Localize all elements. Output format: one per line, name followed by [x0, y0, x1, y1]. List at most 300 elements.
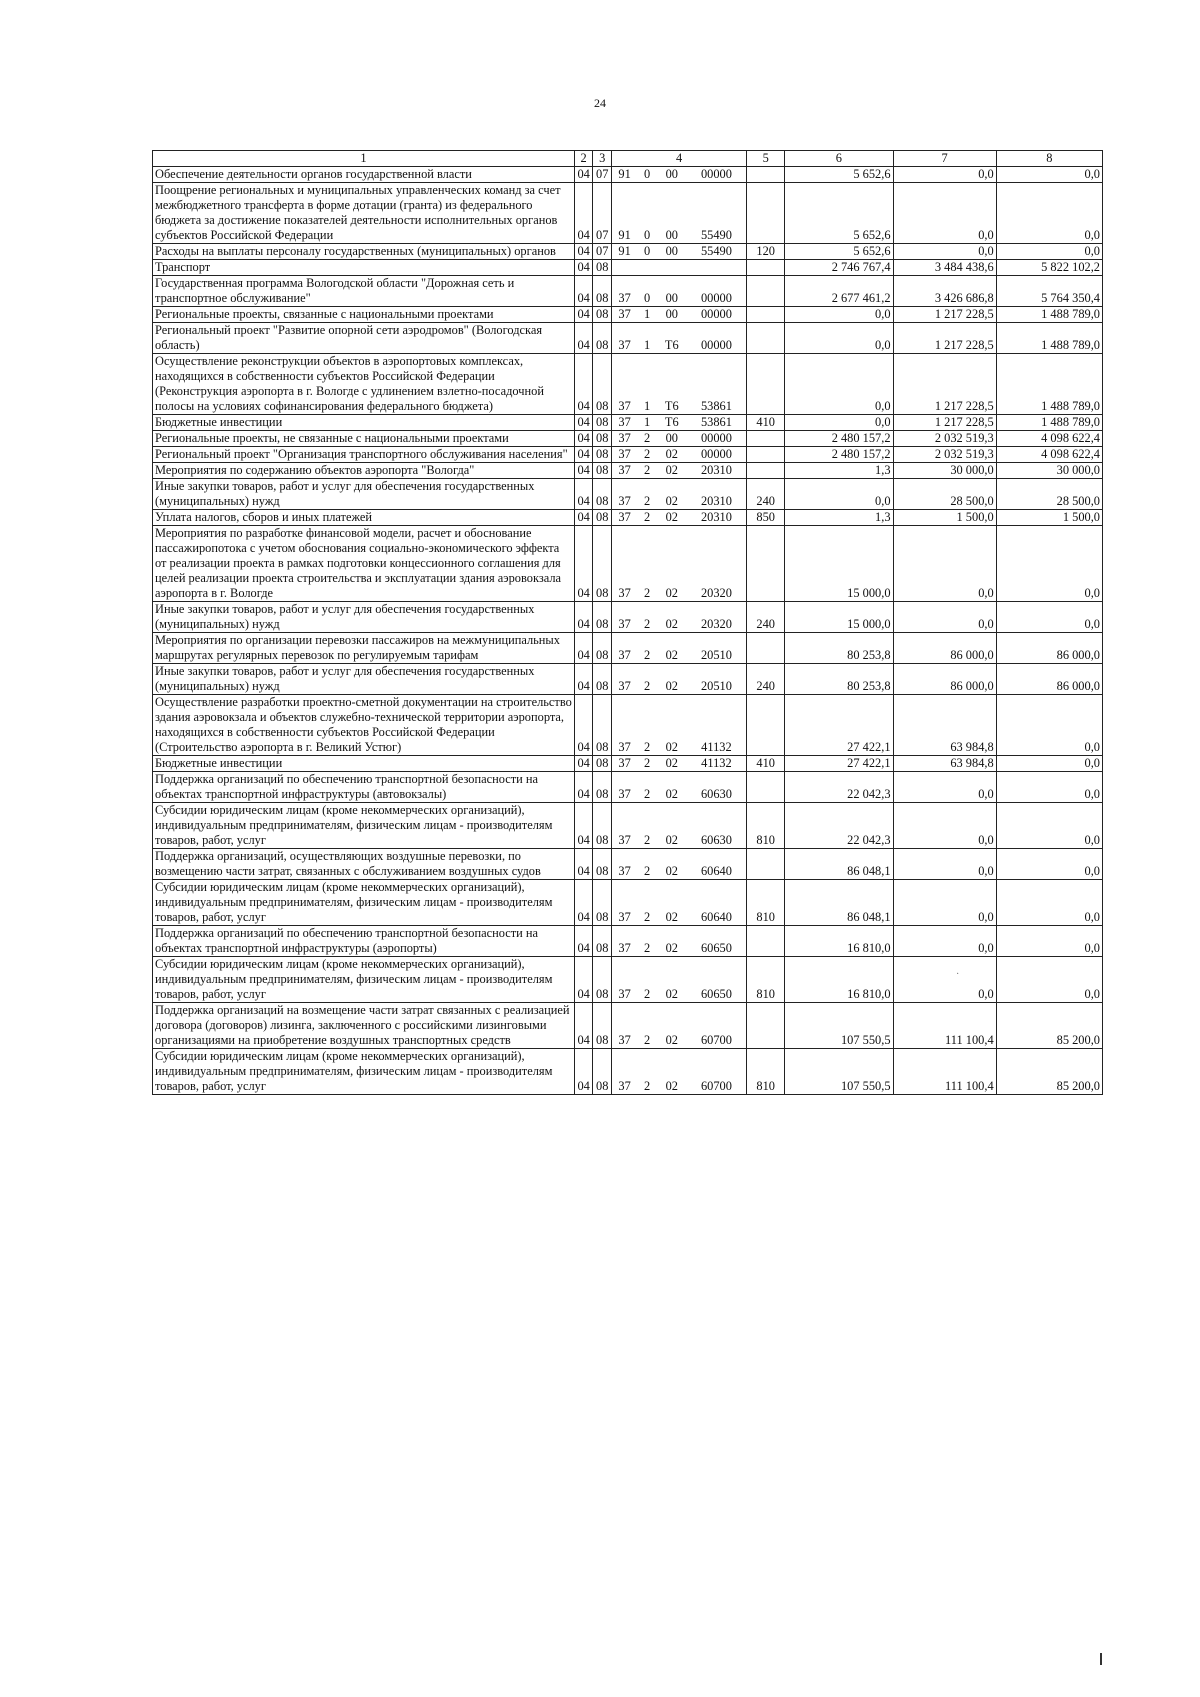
row-section: 04 — [574, 431, 593, 447]
row-value-2024: 27 422,1 — [785, 695, 893, 756]
row-value-2024: 0,0 — [785, 307, 893, 323]
row-expense-type — [747, 276, 785, 307]
row-article: 20320 — [687, 526, 747, 602]
row-value-2025: 86 000,0 — [893, 664, 996, 695]
row-name: Поддержка организаций по обеспечению транспортной безопасности на объектах транспортной инфраструктуры (автовокзалы) — [153, 772, 575, 803]
row-type: 2 — [637, 926, 657, 957]
row-direction: 02 — [657, 803, 687, 849]
row-type: 0 — [637, 183, 657, 244]
row-article: 60640 — [687, 849, 747, 880]
row-program: 37 — [611, 526, 637, 602]
row-name: Поддержка организаций по обеспечению транспортной безопасности на объектах транспортной инфраструктуры (аэропорты) — [153, 926, 575, 957]
row-value-2024: 0,0 — [785, 479, 893, 510]
row-value-2026: 4 098 622,4 — [996, 431, 1102, 447]
row-section: 04 — [574, 323, 593, 354]
row-value-2026: 0,0 — [996, 167, 1102, 183]
row-section: 04 — [574, 510, 593, 526]
row-value-2026: 1 488 789,0 — [996, 307, 1102, 323]
row-direction: 02 — [657, 633, 687, 664]
row-value-2025: 30 000,0 — [893, 463, 996, 479]
row-value-2024: 22 042,3 — [785, 803, 893, 849]
row-article: 60640 — [687, 880, 747, 926]
row-type: 2 — [637, 664, 657, 695]
row-value-2025: 3 484 438,6 — [893, 260, 996, 276]
row-value-2026: 0,0 — [996, 244, 1102, 260]
row-value-2025: 0,0 — [893, 244, 996, 260]
table-row — [153, 260, 1103, 276]
row-value-2026: 0,0 — [996, 772, 1102, 803]
row-section: 04 — [574, 479, 593, 510]
row-expense-type — [747, 183, 785, 244]
row-name: Уплата налогов, сборов и иных платежей — [153, 510, 575, 526]
row-article: 20310 — [687, 510, 747, 526]
row-name: Поддержка организаций, осуществляющих воздушные перевозки, по возмещению части затрат, связанных с обслуживанием воздушных судов — [153, 849, 575, 880]
row-section: 04 — [574, 526, 593, 602]
row-expense-type — [747, 323, 785, 354]
row-type: 2 — [637, 756, 657, 772]
row-section: 04 — [574, 849, 593, 880]
row-name: Субсидии юридическим лицам (кроме некоммерческих организаций), индивидуальным предпринимателям, физическим лицам - производителям товаров, работ, услуг — [153, 1049, 575, 1095]
row-program: 37 — [611, 415, 637, 431]
row-section: 04 — [574, 307, 593, 323]
row-value-2025: 63 984,8 — [893, 695, 996, 756]
row-name: Региональный проект "Развитие опорной сети аэродромов" (Вологодская область) — [153, 323, 575, 354]
row-program: 37 — [611, 1049, 637, 1095]
row-value-2026: 4 098 622,4 — [996, 447, 1102, 463]
row-value-2026: 0,0 — [996, 803, 1102, 849]
row-value-2026: 1 500,0 — [996, 510, 1102, 526]
row-section: 04 — [574, 183, 593, 244]
row-name: Поддержка организаций на возмещение части затрат связанных с реализацией договора (договоров) лизинга, заключенного с российскими лизинговыми организациями на приобретение воздушных транспортных средств — [153, 1003, 575, 1049]
row-value-2024: 1,3 — [785, 463, 893, 479]
row-program: 37 — [611, 756, 637, 772]
row-expense-type — [747, 772, 785, 803]
row-value-2026: 30 000,0 — [996, 463, 1102, 479]
row-value-2025: 1 217 228,5 — [893, 323, 996, 354]
row-direction: 02 — [657, 664, 687, 695]
row-value-2024: 5 652,6 — [785, 167, 893, 183]
row-value-2024: 15 000,0 — [785, 602, 893, 633]
row-subsection: 08 — [593, 756, 612, 772]
table-row — [153, 1003, 1103, 1049]
row-section: 04 — [574, 276, 593, 307]
table-body — [153, 167, 1103, 1095]
row-value-2026: 85 200,0 — [996, 1049, 1102, 1095]
row-direction: 02 — [657, 1003, 687, 1049]
row-expense-type: 120 — [747, 244, 785, 260]
row-article: 55490 — [687, 183, 747, 244]
row-type: 1 — [637, 307, 657, 323]
row-type: 1 — [637, 354, 657, 415]
table-row — [153, 957, 1103, 1003]
row-program: 37 — [611, 510, 637, 526]
row-name: Мероприятия по организации перевозки пассажиров на межмуниципальных маршрутах регулярных перевозок по регулируемым тарифам — [153, 633, 575, 664]
row-section: 04 — [574, 880, 593, 926]
row-expense-type: 810 — [747, 957, 785, 1003]
row-value-2025: 111 100,4 — [893, 1003, 996, 1049]
row-type: 2 — [637, 1003, 657, 1049]
row-subsection: 08 — [593, 276, 612, 307]
row-article: 20310 — [687, 479, 747, 510]
row-subsection: 08 — [593, 664, 612, 695]
row-value-2026: 85 200,0 — [996, 1003, 1102, 1049]
row-program: 37 — [611, 772, 637, 803]
table-row — [153, 880, 1103, 926]
row-value-2025: 3 426 686,8 — [893, 276, 996, 307]
row-value-2026: 0,0 — [996, 183, 1102, 244]
row-value-2025: 1 217 228,5 — [893, 307, 996, 323]
row-section: 04 — [574, 1003, 593, 1049]
row-value-2024: 2 480 157,2 — [785, 447, 893, 463]
row-expense-type — [747, 1003, 785, 1049]
row-subsection: 08 — [593, 510, 612, 526]
row-subsection: 08 — [593, 695, 612, 756]
row-subsection: 08 — [593, 957, 612, 1003]
table-row — [153, 167, 1103, 183]
row-type: 2 — [637, 849, 657, 880]
row-value-2024: 0,0 — [785, 415, 893, 431]
row-direction: 00 — [657, 244, 687, 260]
row-type: 2 — [637, 510, 657, 526]
row-value-2026: 0,0 — [996, 756, 1102, 772]
table-row — [153, 183, 1103, 244]
row-program: 37 — [611, 633, 637, 664]
row-name: Осуществление реконструкции объектов в аэропортовых комплексах, находящихся в собственности субъектов Российской Федерации (Реконструкция аэропорта в г. Вологде с удлинением взлетно-посадочной полосы на условиях софинансирования федерального бюджета) — [153, 354, 575, 415]
row-program: 37 — [611, 602, 637, 633]
row-section: 04 — [574, 463, 593, 479]
row-name: Расходы на выплаты персоналу государственных (муниципальных) органов — [153, 244, 575, 260]
row-section: 04 — [574, 664, 593, 695]
row-expense-type — [747, 431, 785, 447]
row-type: 0 — [637, 244, 657, 260]
row-expense-type: 850 — [747, 510, 785, 526]
row-value-2026: 0,0 — [996, 526, 1102, 602]
row-expense-type: 410 — [747, 756, 785, 772]
row-direction — [657, 260, 687, 276]
table-row — [153, 463, 1103, 479]
header-col-2: 2 — [574, 151, 593, 167]
row-section: 04 — [574, 803, 593, 849]
row-value-2025: 86 000,0 — [893, 633, 996, 664]
header-col-6: 6 — [785, 151, 893, 167]
row-name: Мероприятия по разработке финансовой модели, расчет и обоснование пассажиропотока с учетом обоснования социально-экономического эффекта от реализации проекта в рамках подготовки концессионного соглашения для целей реализации проекта строительства и эксплуатации здания аэровокзала аэропорта в г. Вологде — [153, 526, 575, 602]
row-value-2025: 1 500,0 — [893, 510, 996, 526]
row-value-2024: 86 048,1 — [785, 849, 893, 880]
row-program: 37 — [611, 803, 637, 849]
row-type: 2 — [637, 526, 657, 602]
row-value-2026: 0,0 — [996, 849, 1102, 880]
row-expense-type — [747, 260, 785, 276]
row-expense-type — [747, 926, 785, 957]
row-direction: 02 — [657, 880, 687, 926]
row-program: 37 — [611, 1003, 637, 1049]
row-direction: 02 — [657, 510, 687, 526]
row-direction: 02 — [657, 526, 687, 602]
row-value-2025: 0,0 — [893, 880, 996, 926]
row-article: 60650 — [687, 926, 747, 957]
row-value-2025: 0,0 — [893, 849, 996, 880]
row-article: 53861 — [687, 415, 747, 431]
row-type: 2 — [637, 1049, 657, 1095]
row-direction: 00 — [657, 307, 687, 323]
row-value-2024: 107 550,5 — [785, 1049, 893, 1095]
row-program: 37 — [611, 926, 637, 957]
row-subsection: 08 — [593, 602, 612, 633]
row-article: 60630 — [687, 803, 747, 849]
row-program: 37 — [611, 447, 637, 463]
row-program — [611, 260, 637, 276]
row-type: 2 — [637, 772, 657, 803]
row-section: 04 — [574, 756, 593, 772]
table-row — [153, 756, 1103, 772]
row-program: 91 — [611, 244, 637, 260]
row-value-2024: 15 000,0 — [785, 526, 893, 602]
row-name: Поощрение региональных и муниципальных управленческих команд за счет межбюджетного трансферта в форме дотации (гранта) из федерального бюджета за достижение показателей деятельности исполнительных органов субъектов Российской Федерации — [153, 183, 575, 244]
table-row — [153, 323, 1103, 354]
row-value-2024: 1,3 — [785, 510, 893, 526]
row-article: 00000 — [687, 307, 747, 323]
row-article: 20510 — [687, 664, 747, 695]
row-subsection: 08 — [593, 926, 612, 957]
table-row — [153, 447, 1103, 463]
row-direction: 02 — [657, 695, 687, 756]
row-article: 41132 — [687, 695, 747, 756]
row-section: 04 — [574, 695, 593, 756]
table-row — [153, 276, 1103, 307]
row-value-2025: 1 217 228,5 — [893, 354, 996, 415]
row-expense-type: 240 — [747, 602, 785, 633]
header-col-4: 4 — [611, 151, 746, 167]
row-direction: Т6 — [657, 415, 687, 431]
row-type: 2 — [637, 695, 657, 756]
row-expense-type: 240 — [747, 479, 785, 510]
row-name: Обеспечение деятельности органов государственной власти — [153, 167, 575, 183]
row-section: 04 — [574, 244, 593, 260]
row-subsection: 08 — [593, 260, 612, 276]
row-expense-type: 810 — [747, 1049, 785, 1095]
row-program: 37 — [611, 354, 637, 415]
table-row — [153, 354, 1103, 415]
row-expense-type: 810 — [747, 803, 785, 849]
row-expense-type — [747, 526, 785, 602]
row-section: 04 — [574, 447, 593, 463]
row-value-2024: 0,0 — [785, 354, 893, 415]
row-subsection: 08 — [593, 447, 612, 463]
row-value-2024: 2 677 461,2 — [785, 276, 893, 307]
row-value-2026: 0,0 — [996, 926, 1102, 957]
row-program: 37 — [611, 479, 637, 510]
row-value-2024: 27 422,1 — [785, 756, 893, 772]
row-article: 60630 — [687, 772, 747, 803]
row-type: 0 — [637, 167, 657, 183]
row-type — [637, 260, 657, 276]
row-type: 1 — [637, 323, 657, 354]
table-row — [153, 633, 1103, 664]
row-name: Субсидии юридическим лицам (кроме некоммерческих организаций), индивидуальным предпринимателям, физическим лицам - производителям товаров, работ, услуг — [153, 957, 575, 1003]
row-type: 2 — [637, 633, 657, 664]
row-type: 2 — [637, 957, 657, 1003]
row-program: 37 — [611, 695, 637, 756]
row-value-2024: 0,0 — [785, 323, 893, 354]
row-subsection: 08 — [593, 849, 612, 880]
row-name: Осуществление разработки проектно-сметной документации на строительство здания аэровокзала и объектов служебно-технической территории аэропорта, находящихся в собственности субъектов Российской Федерации (Строительство аэропорта в г. Великий Устюг) — [153, 695, 575, 756]
row-expense-type — [747, 354, 785, 415]
row-article: 00000 — [687, 167, 747, 183]
row-value-2025: 0,0 — [893, 926, 996, 957]
row-name: Региональные проекты, связанные с национальными проектами — [153, 307, 575, 323]
row-program: 37 — [611, 276, 637, 307]
table-row — [153, 479, 1103, 510]
row-type: 2 — [637, 431, 657, 447]
row-expense-type — [747, 633, 785, 664]
row-expense-type — [747, 463, 785, 479]
row-name: Иные закупки товаров, работ и услуг для обеспечения государственных (муниципальных) нужд — [153, 479, 575, 510]
row-type: 2 — [637, 880, 657, 926]
row-article: 00000 — [687, 431, 747, 447]
table-row — [153, 415, 1103, 431]
row-type: 0 — [637, 276, 657, 307]
row-direction: 02 — [657, 447, 687, 463]
row-article: 60700 — [687, 1049, 747, 1095]
row-name: Государственная программа Вологодской области "Дорожная сеть и транспортное обслуживание" — [153, 276, 575, 307]
row-program: 91 — [611, 167, 637, 183]
row-direction: 02 — [657, 1049, 687, 1095]
row-expense-type — [747, 695, 785, 756]
row-direction: Т6 — [657, 323, 687, 354]
row-value-2025: 2 032 519,3 — [893, 447, 996, 463]
row-type: 1 — [637, 415, 657, 431]
row-direction: 00 — [657, 167, 687, 183]
row-article: 20310 — [687, 463, 747, 479]
row-value-2026: 86 000,0 — [996, 633, 1102, 664]
row-name: Субсидии юридическим лицам (кроме некоммерческих организаций), индивидуальным предпринимателям, физическим лицам - производителям товаров, работ, услуг — [153, 880, 575, 926]
row-expense-type — [747, 167, 785, 183]
row-program: 91 — [611, 183, 637, 244]
row-subsection: 08 — [593, 415, 612, 431]
row-program: 37 — [611, 431, 637, 447]
table-row — [153, 803, 1103, 849]
row-value-2026: 86 000,0 — [996, 664, 1102, 695]
row-subsection: 07 — [593, 183, 612, 244]
table-row — [153, 431, 1103, 447]
row-value-2024: 22 042,3 — [785, 772, 893, 803]
table-row — [153, 695, 1103, 756]
table-row — [153, 510, 1103, 526]
row-name: Транспорт — [153, 260, 575, 276]
row-direction: 02 — [657, 957, 687, 1003]
row-expense-type — [747, 307, 785, 323]
row-value-2024: 2 746 767,4 — [785, 260, 893, 276]
row-program: 37 — [611, 880, 637, 926]
row-value-2025: 0,0 — [893, 602, 996, 633]
row-section: 04 — [574, 1049, 593, 1095]
row-article: 60700 — [687, 1003, 747, 1049]
row-value-2025: 111 100,4 — [893, 1049, 996, 1095]
row-article — [687, 260, 747, 276]
row-subsection: 08 — [593, 880, 612, 926]
row-value-2026: 0,0 — [996, 957, 1102, 1003]
row-type: 2 — [637, 479, 657, 510]
row-value-2025: 28 500,0 — [893, 479, 996, 510]
table-row — [153, 526, 1103, 602]
row-name: Бюджетные инвестиции — [153, 756, 575, 772]
row-type: 2 — [637, 463, 657, 479]
row-program: 37 — [611, 307, 637, 323]
row-expense-type: 810 — [747, 880, 785, 926]
row-direction: 02 — [657, 756, 687, 772]
header-col-5: 5 — [747, 151, 785, 167]
row-subsection: 07 — [593, 167, 612, 183]
row-name: Иные закупки товаров, работ и услуг для обеспечения государственных (муниципальных) нужд — [153, 664, 575, 695]
page-number: 24 — [594, 96, 606, 110]
row-section: 04 — [574, 957, 593, 1003]
scan-dot: · — [956, 969, 960, 980]
row-section: 04 — [574, 772, 593, 803]
row-subsection: 08 — [593, 307, 612, 323]
row-article: 53861 — [687, 354, 747, 415]
row-value-2025: 63 984,8 — [893, 756, 996, 772]
table-header-row — [153, 151, 1103, 167]
table-row — [153, 244, 1103, 260]
row-subsection: 08 — [593, 1049, 612, 1095]
row-value-2024: 16 810,0 — [785, 926, 893, 957]
row-section: 04 — [574, 633, 593, 664]
header-col-3: 3 — [593, 151, 612, 167]
row-expense-type — [747, 447, 785, 463]
row-article: 00000 — [687, 276, 747, 307]
row-direction: 02 — [657, 463, 687, 479]
row-value-2024: 86 048,1 — [785, 880, 893, 926]
row-direction: 00 — [657, 183, 687, 244]
row-value-2024: 5 652,6 — [785, 183, 893, 244]
row-direction: 00 — [657, 276, 687, 307]
row-value-2026: 1 488 789,0 — [996, 415, 1102, 431]
row-value-2025: 0,0 — [893, 167, 996, 183]
row-value-2026: 28 500,0 — [996, 479, 1102, 510]
row-value-2026: 1 488 789,0 — [996, 323, 1102, 354]
row-subsection: 08 — [593, 479, 612, 510]
row-value-2025: 1 217 228,5 — [893, 415, 996, 431]
row-value-2026: 0,0 — [996, 602, 1102, 633]
row-subsection: 08 — [593, 463, 612, 479]
table-row — [153, 307, 1103, 323]
row-expense-type: 410 — [747, 415, 785, 431]
row-program: 37 — [611, 849, 637, 880]
row-value-2024: 2 480 157,2 — [785, 431, 893, 447]
row-section: 04 — [574, 602, 593, 633]
budget-table — [152, 150, 1103, 1095]
row-subsection: 08 — [593, 431, 612, 447]
row-article: 00000 — [687, 323, 747, 354]
row-expense-type: 240 — [747, 664, 785, 695]
row-type: 2 — [637, 803, 657, 849]
row-value-2026: 0,0 — [996, 695, 1102, 756]
row-name: Региональный проект "Организация транспортного обслуживания населения" — [153, 447, 575, 463]
row-program: 37 — [611, 957, 637, 1003]
row-value-2024: 80 253,8 — [785, 664, 893, 695]
row-value-2025: 0,0 — [893, 183, 996, 244]
row-subsection: 07 — [593, 244, 612, 260]
row-program: 37 — [611, 664, 637, 695]
row-value-2026: 1 488 789,0 — [996, 354, 1102, 415]
row-subsection: 08 — [593, 526, 612, 602]
row-section: 04 — [574, 260, 593, 276]
row-section: 04 — [574, 926, 593, 957]
row-direction: 00 — [657, 431, 687, 447]
row-article: 20320 — [687, 602, 747, 633]
row-direction: 02 — [657, 479, 687, 510]
row-expense-type — [747, 849, 785, 880]
